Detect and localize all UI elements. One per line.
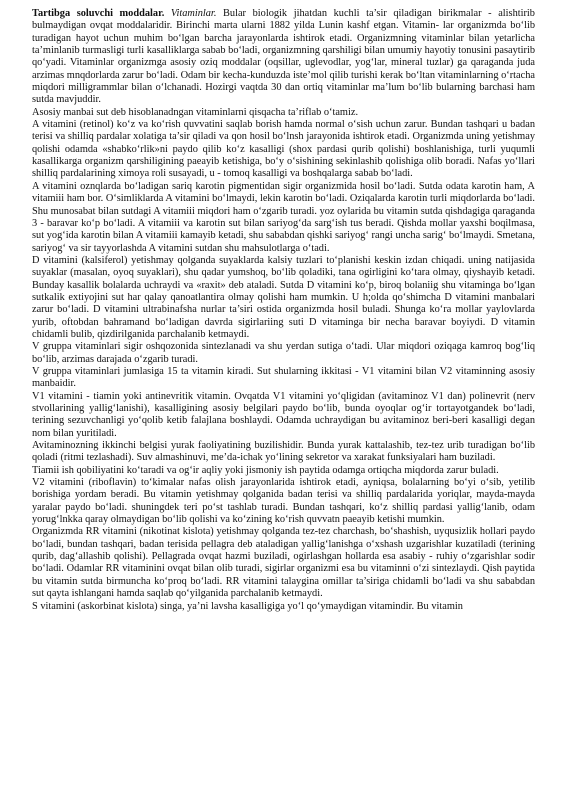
paragraph: V gruppa vitaminlari sigir oshqozonida sintezlanadi va shu yerdan sutiga o‘tadi. Ular miqdori oziqaga kamroq bog‘liq bo‘lib, arzimas darajada o‘zgarib turadi. xyxy=(32,341,535,365)
paragraph: V2 vitamini (riboflavin) to‘kimalar nafas olish jarayonlarida ishtirok etadi, ayniqsa, bolalarning bo‘yi o‘sib, yetilib borishiga yordam beradi. Bu vitamin yetishmay qolganida badan terisi va shilliq pardalarida yoriqlar, mayda-mayda yaralar paydo bo‘ladi. shuningdek teri po‘st tashlab turadi. Bundan tashqari, ko‘z shilliq pardasi yallig‘lanib, odam yorug‘lnkka qaray olmaydigan bo‘lib qolishi va ko‘zining ko‘rish quvvatn paeayib ketishi mumkin. xyxy=(32,477,535,526)
paragraph: V1 vitamini - tiamin yoki antinevritik vitamin. Ovqatda V1 vitamini yo‘qligidan (avitaminoz V1 dan) polinevrit (nerv stvollarining yallig‘lanishi), kasalligining asosiy belgilari paydo bo‘lib, bunda oyoqlar og‘ir tortayotgandek bo‘ladi, terining sezuvchanligi yo‘qolib ketib falajlana boshlaydi. Odamda uchraydigan bu avitaminoz beri-beri kasalligi degan nom bilan yuritiladi. xyxy=(32,390,535,439)
paragraph: V gruppa vitaminlari jumlasiga 15 ta vitamin kiradi. Sut shularning ikkitasi - V1 vitamini bilan V2 vitaminning asosiy manbaidir. xyxy=(32,365,535,390)
paragraph: Organizmda RR vitamini (nikotinat kislota) yetishmay qolganda tez-tez charchash, bo‘shashish, uyqusizlik hollari paydo bo‘ladi, bundan tashqari, badan terisida pellagra deb ataladigan yallig‘lanishga o‘xshash uzgarishlar kuzatiladi (terining qurib, dag‘allashib qolishi). Pellagrada ovqat hazmi buziladi, ogirlashgan hollarda esa asabiy - ruhiy o‘zgarishlar sodir bo‘ladi. Odamlar RR vitaminini ovqat bilan olib turadi, sigirlar organizmi esa bu vitaminni o‘zi sintezlaydi. Qish paytida bu vitamin sutda birmuncha ko‘proq bo‘ladi. RR vitamini talaygina omillar ta’siriga chidamli bo‘ladi va shu sababdan sut qayta ishlangani hamda saqlab qo‘yilganida parchalanib ketmaydi. xyxy=(32,526,535,600)
document-page xyxy=(32,8,535,613)
paragraph: A vitamini oznqlarda bo‘ladigan sariq karotin pigmentidan sigir organizmida hosil bo‘ladi. Sutda odata karotin ham, A vitamiii ham bor. O‘simliklarda A vitamini bo‘lmaydi, lekin karotin bo‘ladi. Oziqalarda karotin turli miqdorlarda bo‘ladi. Shu munosabat bilan sutdagi A vitamiii miqdori ham o‘zgarib turadi. yoz oylarida bu vitamin sutda qishdagiga qaraganda 3 - baravar ko‘p bo‘ladi. A vitamiii va karotin sut bilan sariyog‘da sarg‘ish tus beradi. Qishda mollar yaxshi boqilmasa, sut yog‘ida karotin bilan A vitamiii kamayib ketadi, shu sababdan qishki sariyog‘ rangi uncha sarig‘ bo‘lmaydi. Smetana, sariyog‘ va sir tayyorlashda A vitamini sutdan shu mahsulotlarga o‘tadi. xyxy=(32,180,536,254)
paragraph-text: Bular biologik jihatdan kuchli ta’sir qiladigan birikmalar - alishtirib bulmaydigan ovqat moddalaridir. Birinchi marta ularni 1882 yilda Lunin kashf etgan. Vitamin- lar organizmda bo‘lib turadigan hayot uchun muhim bo‘lgan barcha jarayonlarda ishtirok etadi. Organizmning vitaminlar bilan yetarlicha ta’minlanib turmasligi turli kasalliklarga sabab bo‘ladi, organizmning qarshiligi bilan umumiy hayotiy tonusini pasaytirib qo‘yadi. Vitaminlar organizmga asosiy oziq moddalar (oqsillar, uglevodlar, yog‘lar, mineral tuzlar) ga qaraganda juda arzimas mnqdorlarda zarur bo‘ladi. Odam bir kecha-kunduzda iste’mol qilib turishi kerak bo‘ltan vitaminlarning o‘rtacha miqdori milligrammlar bilan o‘lchanadi. Hozirgi vaqtda 30 dan ortiq vitaminlar ma’lum bo‘lib bularning barchasi ham sutda mavjuddir. xyxy=(32,8,535,106)
section-title: Tartibga soluvchi moddalar. xyxy=(32,8,165,19)
paragraph: A vitamini (retinol) ko‘z va ko‘rish quvvatini saqlab borish hamda normal o‘sish uchun zarur. Bundan tashqari u badan terisi va shilliq pardalar xolatiga ta’sir qiladi va qon hosil bo‘lnsh jarayonida ishtirok etadi. Organizmda uning yetishmay qolishi odamda «shabko‘rlik»ni paydo qilib ko‘z kasalligi (shox pardasi qurib qolishi) boshlanishiga, turli yuqumli kasallikarga organizm qarshiligining paeayib ketishiga, bo‘y o‘sishining sekinlashib qolishiga olib boradi. Nafas yo‘llari shilliq pardalarining ximoya roli susayadi, u - tomoq kasalligi va boshqalarga sabab bo‘ladi. xyxy=(32,119,535,180)
paragraph: D vitamini (kalsiferol) yetishmay qolganda suyaklarda kalsiy tuzlari to‘planishi keskin izdan chiqadi. uning natijasida suyaklar (masalan, oyoq suyaklari), shu qadar yumshoq, bo‘lib qoladiki, tana ogirligini ko‘tara olmay, qiyshayib ketadi. Bunday kasallik bolalarda uchraydi va «raxit» deb ataladi. Sutda D vitamini ko‘p, biroq bolaniig shu vitaminga bo‘lgan sutkalik extiyojini sut har qalay qanoatlantira olmay qolishi ham mumkin. U h;olda qo‘shimcha D vitamini manbalari zarur bo‘ladi. D vitamini ultrabinafsha nurlar ta’siri ostida organizmda hosil buladi. Shunga ko‘ra mollar yaylovlarda yurib, oftobdan bahramand bo‘ladigan davrda sigirlariing suti D vitaminga bir necha baravar boyiydi. D vitamin chidamli bulib, qizdirilganida parchalanib ketmaydi. xyxy=(32,254,535,340)
paragraph: Avitaminozning ikkinchi belgisi yurak faoliyatining buzilishidir. Bunda yurak kattalashib, tez-tez urib turadigan bo‘lib qoladi (ritmi tezlashadi). Suv almashinuvi, me’da-ichak yo‘lining sekretor va xarakat funksiyalari ham buziladi. xyxy=(32,440,535,464)
paragraph: S vitamini (askorbinat kislota) singa, ya’ni lavsha kasalligiga yo‘l qo‘ymaydigan vitamindir. Bu vitamin xyxy=(32,600,463,612)
section-subtitle: Vitaminlar. xyxy=(170,8,217,19)
paragraph: Tiamii ish qobiliyatini ko‘taradi va og‘ir aqliy yoki jismoniy ish paytida odamga ortiqcha miqdorda zarur buladi. xyxy=(32,464,499,476)
paragraph: Asosiy manbai sut deb hisoblanadngan vitaminlarni qisqacha ta’riflab o‘tamiz. xyxy=(32,106,359,118)
paragraph-intro xyxy=(32,8,535,107)
